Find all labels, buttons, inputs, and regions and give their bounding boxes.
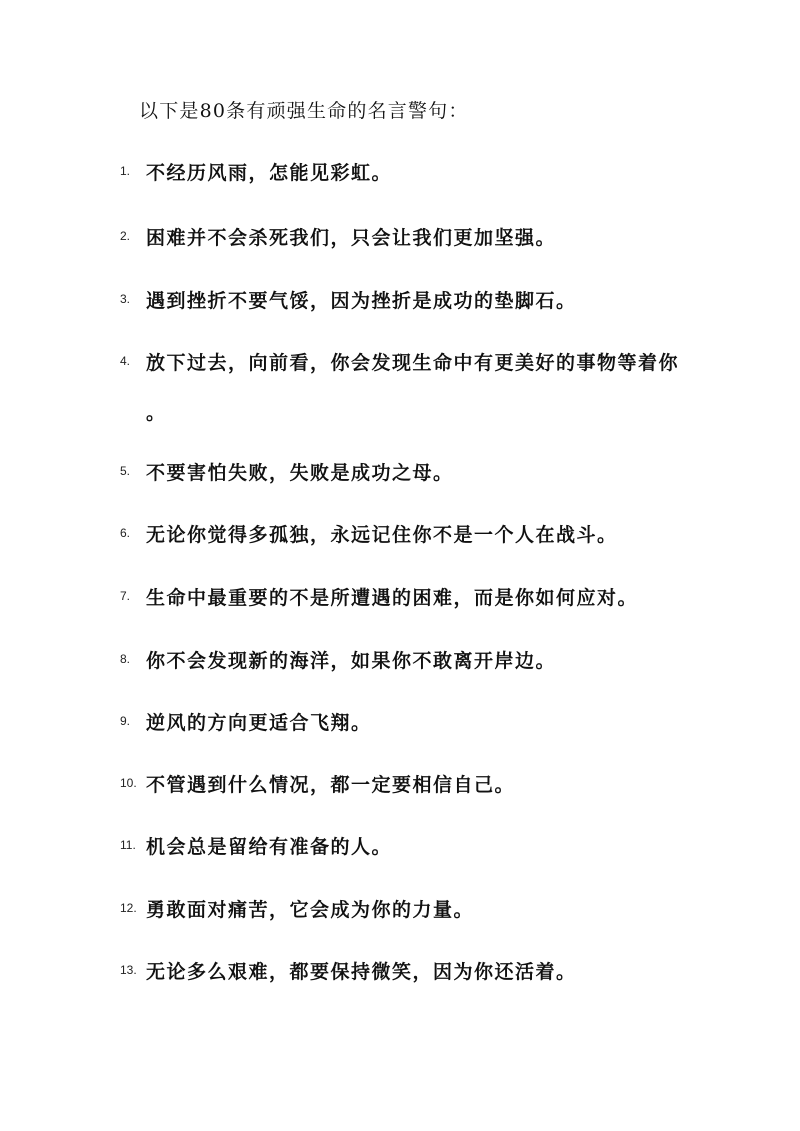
item-text: 不经历风雨，怎能见彩虹。 (146, 162, 393, 184)
item-text: 不要害怕失败，失败是成功之母。 (146, 462, 454, 484)
item-number: 11. (120, 838, 136, 852)
item-number: 13. (120, 963, 137, 977)
item-number: 7. (120, 589, 131, 603)
item-number: 6. (120, 526, 131, 540)
item-text: 勇敢面对痛苦，它会成为你的力量。 (146, 899, 475, 921)
item-text: 遇到挫折不要气馁，因为挫折是成功的垫脚石。 (146, 290, 577, 312)
item-number: 12. (120, 901, 137, 915)
item-text-continuation: 。 (146, 402, 166, 424)
item-text: 不管遇到什么情况，都一定要相信自己。 (146, 774, 516, 796)
item-text: 放下过去，向前看，你会发现生命中有更美好的事物等着你 (146, 352, 680, 374)
item-number: 9. (120, 714, 131, 728)
item-number: 5. (120, 464, 131, 478)
item-text: 机会总是留给有准备的人。 (146, 836, 393, 858)
item-number: 4. (120, 354, 131, 368)
item-number: 2. (120, 229, 131, 243)
intro-heading: 以下是80条有顽强生命的名言警句： (139, 100, 469, 122)
item-text: 你不会发现新的海洋，如果你不敢离开岸边。 (146, 650, 557, 672)
item-text: 困难并不会杀死我们，只会让我们更加坚强。 (146, 227, 557, 249)
item-number: 8. (120, 652, 131, 666)
item-number: 1. (120, 164, 131, 178)
item-number: 10. (120, 776, 137, 790)
item-text: 逆风的方向更适合飞翔。 (146, 712, 372, 734)
item-text: 无论你觉得多孤独，永远记住你不是一个人在战斗。 (146, 524, 618, 546)
item-text: 无论多么艰难，都要保持微笑，因为你还活着。 (146, 961, 577, 983)
item-text: 生命中最重要的不是所遭遇的困难，而是你如何应对。 (146, 587, 639, 609)
item-number: 3. (120, 292, 131, 306)
